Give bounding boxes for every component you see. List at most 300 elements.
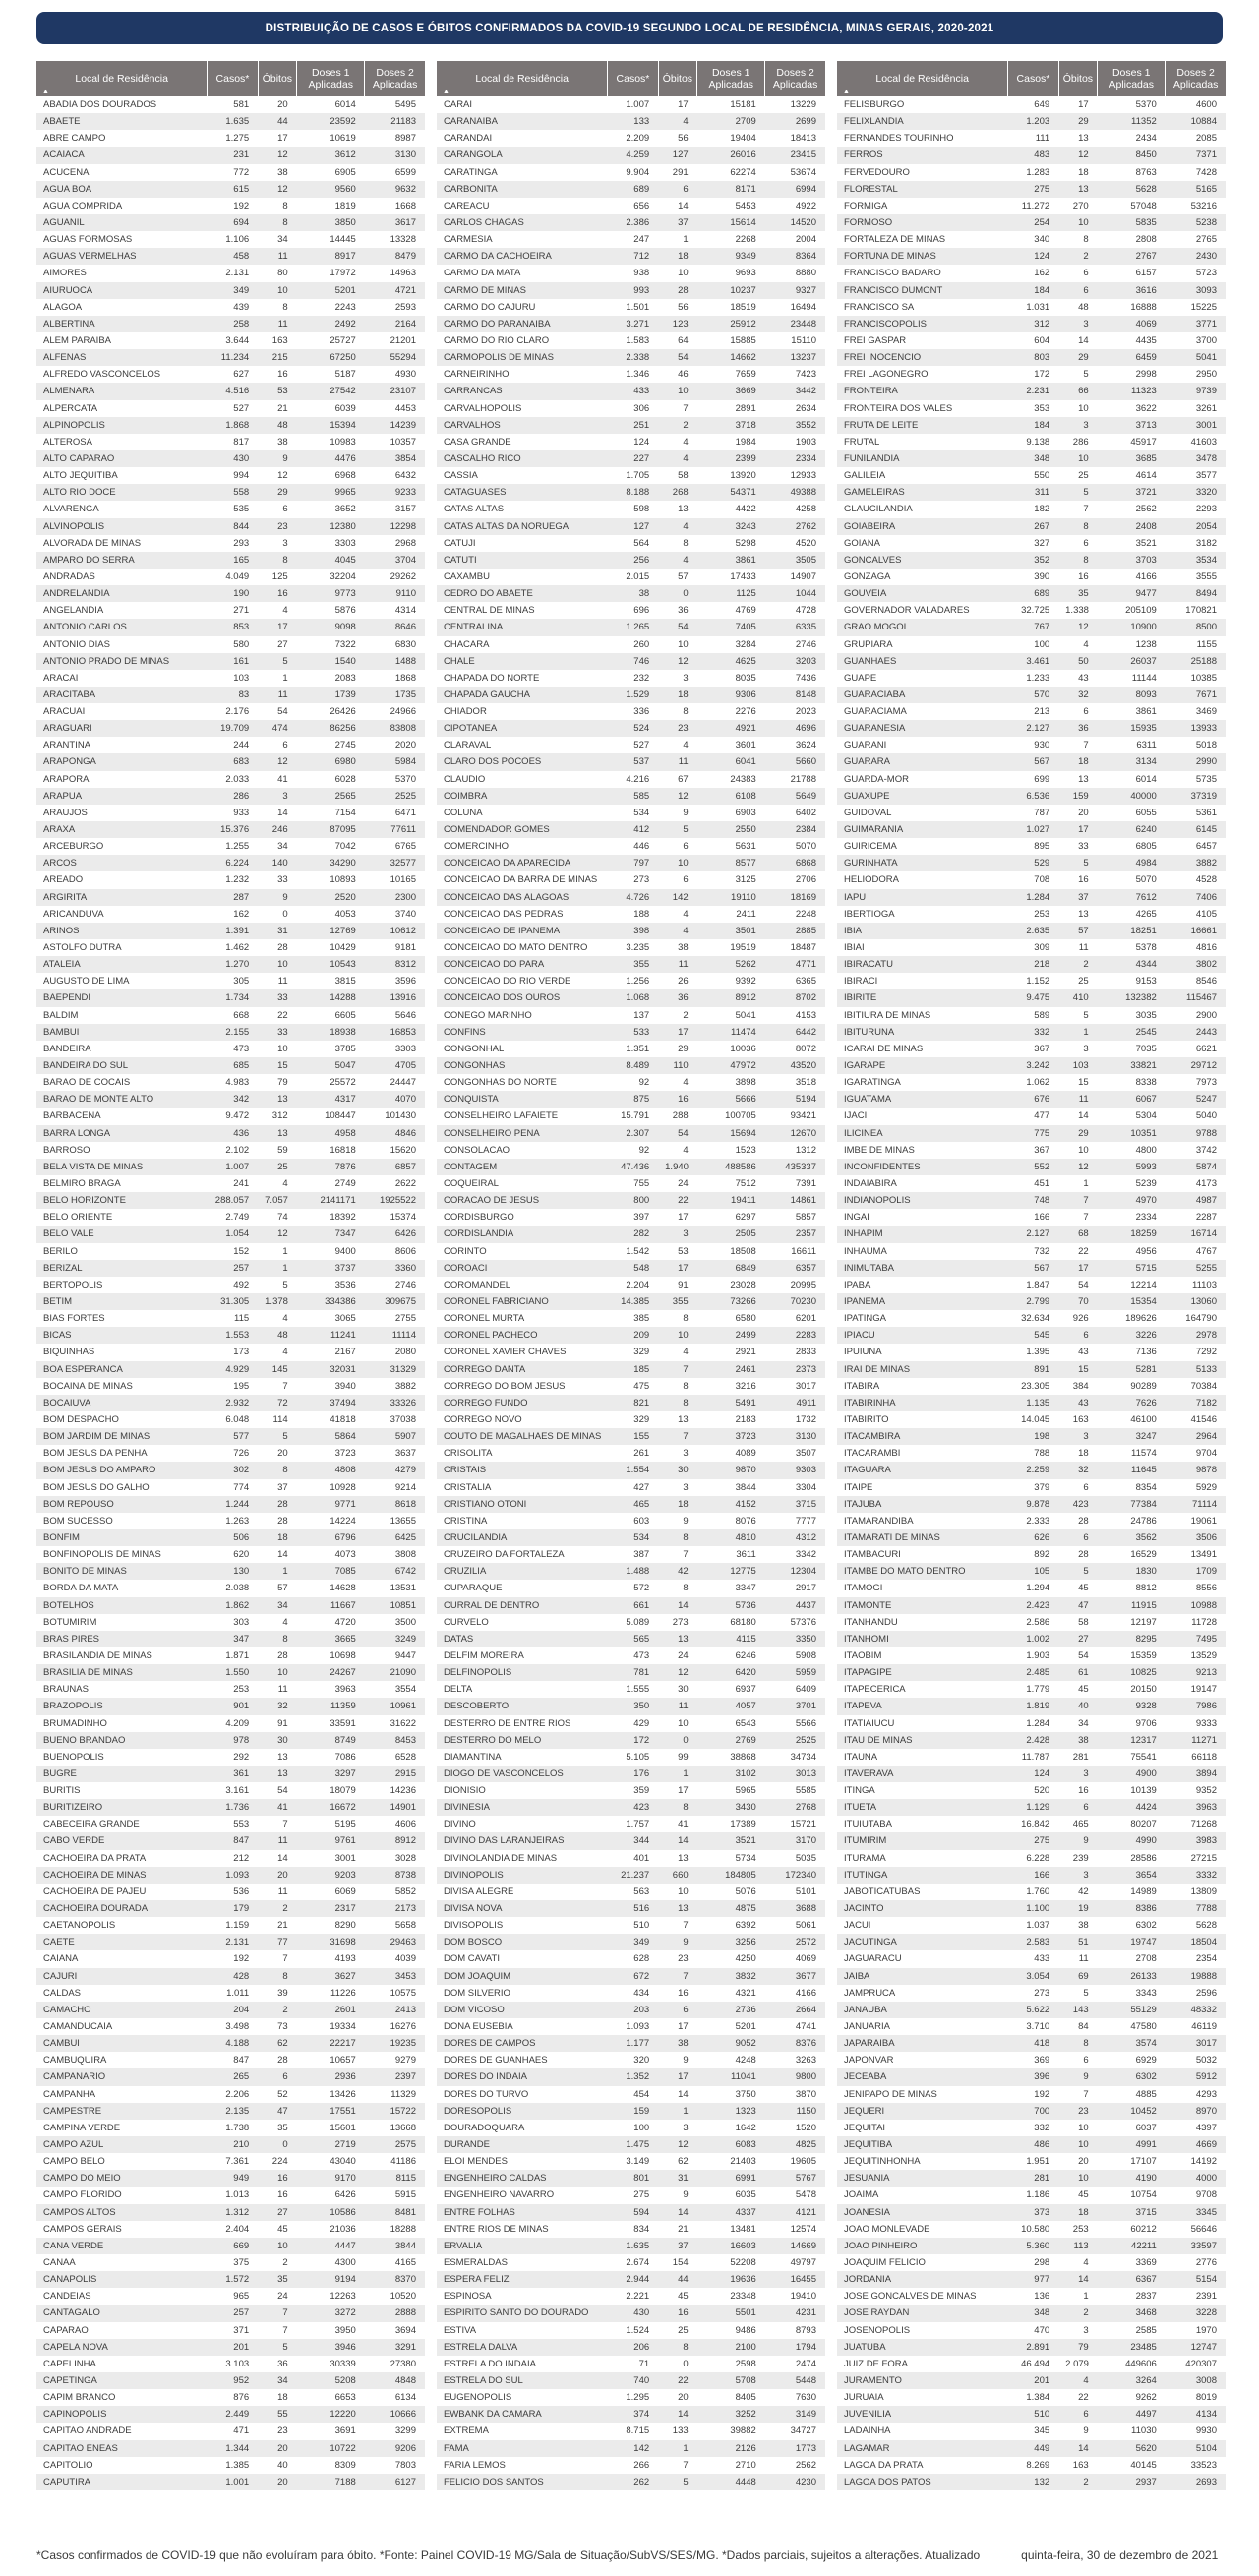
table-row[interactable] xyxy=(437,2170,825,2187)
table-row[interactable] xyxy=(837,1934,1226,1950)
table-row[interactable] xyxy=(36,164,425,181)
table-row[interactable] xyxy=(837,1968,1226,1985)
table-row[interactable] xyxy=(36,484,425,501)
table-row[interactable] xyxy=(837,1950,1226,1967)
table-row[interactable] xyxy=(437,164,825,181)
table-row[interactable] xyxy=(36,737,425,753)
table-row[interactable] xyxy=(837,2389,1226,2406)
table-row[interactable] xyxy=(36,231,425,248)
table-row[interactable] xyxy=(837,1715,1226,1732)
table-row[interactable] xyxy=(36,889,425,906)
table-row[interactable] xyxy=(36,1884,425,1900)
table-row[interactable] xyxy=(837,518,1226,535)
table-row[interactable] xyxy=(837,1664,1226,1681)
column-header-casos[interactable]: Casos* xyxy=(608,61,658,96)
table-row[interactable] xyxy=(36,1125,425,1142)
table-row[interactable] xyxy=(837,130,1226,147)
table-row[interactable] xyxy=(837,332,1226,349)
table-row[interactable] xyxy=(36,1614,425,1631)
table-row[interactable] xyxy=(36,1091,425,1108)
table-row[interactable] xyxy=(36,1024,425,1041)
table-row[interactable] xyxy=(437,923,825,939)
table-row[interactable] xyxy=(837,1159,1226,1175)
table-row[interactable] xyxy=(437,417,825,434)
table-row[interactable] xyxy=(437,653,825,670)
table-row[interactable] xyxy=(36,1832,425,1849)
table-row[interactable] xyxy=(837,838,1226,855)
table-row[interactable] xyxy=(837,1293,1226,1310)
table-row[interactable] xyxy=(837,1614,1226,1631)
table-row[interactable] xyxy=(36,1057,425,1074)
table-row[interactable] xyxy=(837,2187,1226,2203)
table-row[interactable] xyxy=(437,1007,825,1024)
table-row[interactable] xyxy=(837,2035,1226,2052)
table-row[interactable] xyxy=(437,400,825,417)
table-row[interactable] xyxy=(437,96,825,113)
table-row[interactable] xyxy=(437,383,825,399)
table-row[interactable] xyxy=(36,1749,425,1766)
table-row[interactable] xyxy=(837,1209,1226,1226)
table-row[interactable] xyxy=(36,1715,425,1732)
table-row[interactable] xyxy=(837,1479,1226,1496)
table-row[interactable] xyxy=(36,2204,425,2221)
table-row[interactable] xyxy=(36,299,425,316)
table-row[interactable] xyxy=(36,1074,425,1091)
table-row[interactable] xyxy=(437,821,825,838)
table-row[interactable] xyxy=(36,349,425,366)
table-row[interactable] xyxy=(36,1850,425,1867)
table-row[interactable] xyxy=(36,2356,425,2372)
table-row[interactable] xyxy=(36,1428,425,1445)
table-row[interactable] xyxy=(36,1968,425,1985)
column-header-obitos[interactable]: Óbitos xyxy=(1058,61,1098,96)
table-row[interactable] xyxy=(837,1378,1226,1395)
table-row[interactable] xyxy=(437,316,825,332)
table-row[interactable] xyxy=(36,2372,425,2389)
table-row[interactable] xyxy=(437,906,825,923)
table-row[interactable] xyxy=(36,670,425,687)
table-row[interactable] xyxy=(36,2052,425,2068)
table-row[interactable] xyxy=(36,788,425,805)
table-row[interactable] xyxy=(36,1243,425,1260)
table-row[interactable] xyxy=(36,1277,425,1293)
table-row[interactable] xyxy=(837,1007,1226,1024)
table-row[interactable] xyxy=(437,1681,825,1698)
table-row[interactable] xyxy=(837,569,1226,585)
table-row[interactable] xyxy=(437,1209,825,1226)
table-row[interactable] xyxy=(36,855,425,871)
table-row[interactable] xyxy=(36,535,425,552)
table-row[interactable] xyxy=(437,1277,825,1293)
table-row[interactable] xyxy=(437,265,825,281)
table-row[interactable] xyxy=(36,2423,425,2439)
table-row[interactable] xyxy=(36,198,425,214)
table-row[interactable] xyxy=(437,130,825,147)
table-row[interactable] xyxy=(36,1344,425,1360)
table-row[interactable] xyxy=(36,316,425,332)
table-row[interactable] xyxy=(837,788,1226,805)
table-row[interactable] xyxy=(437,2271,825,2288)
table-row[interactable] xyxy=(36,653,425,670)
table-row[interactable] xyxy=(36,552,425,569)
table-row[interactable] xyxy=(36,1529,425,1546)
table-row[interactable] xyxy=(36,1917,425,1934)
table-row[interactable] xyxy=(36,1816,425,1832)
table-row[interactable] xyxy=(437,2086,825,2103)
table-row[interactable] xyxy=(437,973,825,989)
table-row[interactable] xyxy=(437,788,825,805)
table-row[interactable] xyxy=(437,602,825,619)
table-row[interactable] xyxy=(437,585,825,602)
table-row[interactable] xyxy=(837,1867,1226,1884)
table-row[interactable] xyxy=(837,1917,1226,1934)
column-header-local[interactable] xyxy=(437,61,608,96)
table-row[interactable] xyxy=(36,636,425,653)
table-row[interactable] xyxy=(36,1293,425,1310)
table-row[interactable] xyxy=(437,1900,825,1917)
table-row[interactable] xyxy=(837,2356,1226,2372)
table-row[interactable] xyxy=(36,2018,425,2035)
table-row[interactable] xyxy=(837,2254,1226,2271)
table-row[interactable] xyxy=(437,1664,825,1681)
table-row[interactable] xyxy=(437,855,825,871)
table-row[interactable] xyxy=(837,1631,1226,1647)
table-row[interactable] xyxy=(36,434,425,450)
table-row[interactable] xyxy=(437,434,825,450)
table-row[interactable] xyxy=(437,1732,825,1749)
table-row[interactable] xyxy=(437,720,825,737)
table-row[interactable] xyxy=(437,2457,825,2474)
table-row[interactable] xyxy=(437,1950,825,1967)
table-row[interactable] xyxy=(437,939,825,956)
table-row[interactable] xyxy=(36,687,425,703)
table-row[interactable] xyxy=(36,1698,425,1714)
column-header-local[interactable] xyxy=(36,61,208,96)
table-row[interactable] xyxy=(36,1007,425,1024)
table-row[interactable] xyxy=(36,1260,425,1277)
column-header-local[interactable] xyxy=(837,61,1008,96)
table-row[interactable] xyxy=(837,1108,1226,1124)
table-row[interactable] xyxy=(837,2440,1226,2457)
table-row[interactable] xyxy=(36,1934,425,1950)
table-row[interactable] xyxy=(36,1496,425,1513)
table-row[interactable] xyxy=(36,1108,425,1124)
table-row[interactable] xyxy=(437,1917,825,1934)
table-row[interactable] xyxy=(36,2035,425,2052)
table-row[interactable] xyxy=(36,838,425,855)
table-row[interactable] xyxy=(837,923,1226,939)
table-row[interactable] xyxy=(437,1647,825,1664)
table-row[interactable] xyxy=(36,2389,425,2406)
table-row[interactable] xyxy=(437,1344,825,1360)
table-row[interactable] xyxy=(36,2221,425,2238)
table-row[interactable] xyxy=(437,871,825,888)
table-row[interactable] xyxy=(837,2153,1226,2170)
table-row[interactable] xyxy=(837,585,1226,602)
table-row[interactable] xyxy=(837,2339,1226,2356)
table-row[interactable] xyxy=(36,2474,425,2490)
table-row[interactable] xyxy=(437,1175,825,1192)
table-row[interactable] xyxy=(437,1513,825,1529)
table-row[interactable] xyxy=(36,956,425,973)
table-row[interactable] xyxy=(437,2068,825,2085)
table-row[interactable] xyxy=(36,1664,425,1681)
table-row[interactable] xyxy=(36,1462,425,1478)
table-row[interactable] xyxy=(837,2288,1226,2305)
table-row[interactable] xyxy=(437,956,825,973)
table-row[interactable] xyxy=(837,687,1226,703)
table-row[interactable] xyxy=(437,1799,825,1816)
table-row[interactable] xyxy=(837,2221,1226,2238)
table-row[interactable] xyxy=(837,670,1226,687)
table-row[interactable] xyxy=(837,2204,1226,2221)
table-row[interactable] xyxy=(437,1597,825,1614)
table-row[interactable] xyxy=(36,1766,425,1782)
table-row[interactable] xyxy=(437,1125,825,1142)
table-row[interactable] xyxy=(837,1529,1226,1546)
table-row[interactable] xyxy=(437,214,825,231)
table-row[interactable] xyxy=(437,2221,825,2238)
table-row[interactable] xyxy=(36,2068,425,2085)
table-row[interactable] xyxy=(837,1985,1226,2002)
table-row[interactable] xyxy=(837,552,1226,569)
table-row[interactable] xyxy=(837,1782,1226,1799)
column-header-doses2[interactable]: Doses 2 Aplicadas xyxy=(365,61,425,96)
table-row[interactable] xyxy=(437,1108,825,1124)
table-row[interactable] xyxy=(36,450,425,467)
table-row[interactable] xyxy=(437,467,825,484)
column-header-doses2[interactable]: Doses 2 Aplicadas xyxy=(765,61,825,96)
table-row[interactable] xyxy=(437,1243,825,1260)
table-row[interactable] xyxy=(36,2187,425,2203)
table-row[interactable] xyxy=(837,939,1226,956)
table-row[interactable] xyxy=(437,366,825,383)
table-row[interactable] xyxy=(36,569,425,585)
table-row[interactable] xyxy=(837,434,1226,450)
table-row[interactable] xyxy=(437,1057,825,1074)
table-row[interactable] xyxy=(837,501,1226,517)
table-row[interactable] xyxy=(837,383,1226,399)
table-row[interactable] xyxy=(36,130,425,147)
table-row[interactable] xyxy=(437,889,825,906)
table-row[interactable] xyxy=(837,248,1226,265)
table-row[interactable] xyxy=(437,1142,825,1159)
table-row[interactable] xyxy=(36,2339,425,2356)
table-row[interactable] xyxy=(437,1816,825,1832)
table-row[interactable] xyxy=(837,956,1226,973)
table-row[interactable] xyxy=(837,2136,1226,2153)
table-row[interactable] xyxy=(837,2120,1226,2136)
table-row[interactable] xyxy=(837,181,1226,198)
table-row[interactable] xyxy=(36,619,425,635)
table-row[interactable] xyxy=(437,1850,825,1867)
table-row[interactable] xyxy=(437,1496,825,1513)
table-row[interactable] xyxy=(837,484,1226,501)
table-row[interactable] xyxy=(837,636,1226,653)
table-row[interactable] xyxy=(36,1563,425,1580)
table-row[interactable] xyxy=(837,417,1226,434)
table-row[interactable] xyxy=(437,2305,825,2321)
table-row[interactable] xyxy=(837,198,1226,214)
table-row[interactable] xyxy=(837,2372,1226,2389)
table-row[interactable] xyxy=(837,653,1226,670)
table-row[interactable] xyxy=(837,450,1226,467)
table-row[interactable] xyxy=(837,282,1226,299)
column-header-doses1[interactable]: Doses 1 Aplicadas xyxy=(697,61,765,96)
table-row[interactable] xyxy=(837,1832,1226,1849)
table-row[interactable] xyxy=(437,2136,825,2153)
column-header-doses1[interactable]: Doses 1 Aplicadas xyxy=(1098,61,1166,96)
table-row[interactable] xyxy=(437,1192,825,1209)
table-row[interactable] xyxy=(437,569,825,585)
table-row[interactable] xyxy=(36,1597,425,1614)
table-row[interactable] xyxy=(837,2457,1226,2474)
table-row[interactable] xyxy=(437,2389,825,2406)
column-header-obitos[interactable]: Óbitos xyxy=(658,61,697,96)
table-row[interactable] xyxy=(837,1260,1226,1277)
table-row[interactable] xyxy=(437,1529,825,1546)
table-row[interactable] xyxy=(837,2474,1226,2490)
table-row[interactable] xyxy=(36,973,425,989)
table-row[interactable] xyxy=(837,805,1226,821)
table-row[interactable] xyxy=(837,1799,1226,1816)
table-row[interactable] xyxy=(36,2120,425,2136)
table-row[interactable] xyxy=(837,889,1226,906)
table-row[interactable] xyxy=(437,181,825,198)
table-row[interactable] xyxy=(837,2018,1226,2035)
table-row[interactable] xyxy=(837,2271,1226,2288)
table-row[interactable] xyxy=(837,214,1226,231)
table-row[interactable] xyxy=(837,1496,1226,1513)
table-row[interactable] xyxy=(36,1445,425,1462)
table-row[interactable] xyxy=(437,1428,825,1445)
table-row[interactable] xyxy=(837,1074,1226,1091)
table-row[interactable] xyxy=(437,1968,825,1985)
table-row[interactable] xyxy=(36,501,425,517)
table-row[interactable] xyxy=(437,2322,825,2339)
table-row[interactable] xyxy=(36,113,425,130)
table-row[interactable] xyxy=(437,198,825,214)
table-row[interactable] xyxy=(437,2018,825,2035)
table-row[interactable] xyxy=(36,2136,425,2153)
table-row[interactable] xyxy=(837,2052,1226,2068)
table-row[interactable] xyxy=(36,1327,425,1344)
table-row[interactable] xyxy=(837,1563,1226,1580)
table-row[interactable] xyxy=(36,923,425,939)
table-row[interactable] xyxy=(837,1580,1226,1596)
table-row[interactable] xyxy=(837,1327,1226,1344)
table-row[interactable] xyxy=(36,400,425,417)
table-row[interactable] xyxy=(837,113,1226,130)
table-row[interactable] xyxy=(837,1749,1226,1766)
table-row[interactable] xyxy=(36,585,425,602)
table-row[interactable] xyxy=(36,720,425,737)
table-row[interactable] xyxy=(36,417,425,434)
table-row[interactable] xyxy=(837,2238,1226,2254)
table-row[interactable] xyxy=(437,1260,825,1277)
table-row[interactable] xyxy=(837,1041,1226,1057)
table-row[interactable] xyxy=(36,518,425,535)
table-row[interactable] xyxy=(36,1361,425,1378)
table-row[interactable] xyxy=(437,619,825,635)
table-row[interactable] xyxy=(437,1310,825,1327)
table-row[interactable] xyxy=(437,1327,825,1344)
table-row[interactable] xyxy=(837,720,1226,737)
table-row[interactable] xyxy=(437,332,825,349)
table-row[interactable] xyxy=(36,2406,425,2423)
table-row[interactable] xyxy=(837,2423,1226,2439)
table-row[interactable] xyxy=(36,214,425,231)
table-row[interactable] xyxy=(837,1192,1226,1209)
table-row[interactable] xyxy=(437,1395,825,1411)
table-row[interactable] xyxy=(437,1580,825,1596)
table-row[interactable] xyxy=(437,1985,825,2002)
table-row[interactable] xyxy=(437,670,825,687)
table-row[interactable] xyxy=(36,383,425,399)
table-row[interactable] xyxy=(837,1091,1226,1108)
table-row[interactable] xyxy=(36,1159,425,1175)
table-row[interactable] xyxy=(437,1361,825,1378)
table-row[interactable] xyxy=(437,2474,825,2490)
table-row[interactable] xyxy=(36,1900,425,1917)
table-row[interactable] xyxy=(837,1900,1226,1917)
table-row[interactable] xyxy=(36,1411,425,1428)
table-row[interactable] xyxy=(36,1546,425,1563)
table-row[interactable] xyxy=(837,1428,1226,1445)
table-row[interactable] xyxy=(36,1209,425,1226)
table-row[interactable] xyxy=(36,1732,425,1749)
table-row[interactable] xyxy=(36,1782,425,1799)
table-row[interactable] xyxy=(36,1378,425,1395)
table-row[interactable] xyxy=(437,1074,825,1091)
table-row[interactable] xyxy=(36,1580,425,1596)
table-row[interactable] xyxy=(437,703,825,720)
table-row[interactable] xyxy=(837,349,1226,366)
table-row[interactable] xyxy=(437,2052,825,2068)
table-row[interactable] xyxy=(437,349,825,366)
table-row[interactable] xyxy=(837,1884,1226,1900)
table-row[interactable] xyxy=(36,2238,425,2254)
table-row[interactable] xyxy=(36,2103,425,2120)
table-row[interactable] xyxy=(837,1125,1226,1142)
table-row[interactable] xyxy=(36,1226,425,1242)
table-row[interactable] xyxy=(36,332,425,349)
table-row[interactable] xyxy=(36,1631,425,1647)
table-row[interactable] xyxy=(36,989,425,1006)
table-row[interactable] xyxy=(837,1462,1226,1478)
table-row[interactable] xyxy=(437,1614,825,1631)
table-row[interactable] xyxy=(837,1732,1226,1749)
table-row[interactable] xyxy=(437,1445,825,1462)
table-row[interactable] xyxy=(36,2153,425,2170)
table-row[interactable] xyxy=(437,1041,825,1057)
table-row[interactable] xyxy=(837,821,1226,838)
table-row[interactable] xyxy=(837,535,1226,552)
table-row[interactable] xyxy=(437,2153,825,2170)
table-row[interactable] xyxy=(437,771,825,788)
table-row[interactable] xyxy=(36,771,425,788)
table-row[interactable] xyxy=(36,602,425,619)
table-row[interactable] xyxy=(36,1867,425,1884)
table-row[interactable] xyxy=(437,838,825,855)
table-row[interactable] xyxy=(36,805,425,821)
table-row[interactable] xyxy=(36,2440,425,2457)
table-row[interactable] xyxy=(36,821,425,838)
table-row[interactable] xyxy=(36,1175,425,1192)
table-row[interactable] xyxy=(837,855,1226,871)
table-row[interactable] xyxy=(837,989,1226,1006)
table-row[interactable] xyxy=(837,1243,1226,1260)
